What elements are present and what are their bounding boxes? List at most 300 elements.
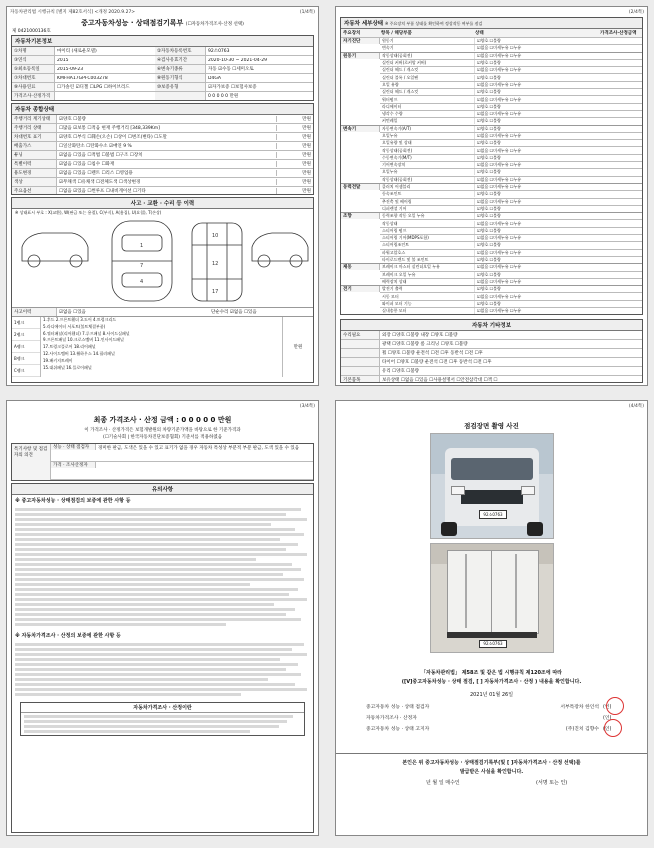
detail-col-header: 항목 / 해당부품	[381, 31, 412, 36]
detail-col-header: 가격조사·산정금액	[600, 31, 637, 36]
other-info-section	[340, 319, 643, 383]
detail-group	[341, 264, 642, 286]
notice-body-1	[12, 508, 313, 626]
frame-part-line: 15.대쉬패널 16.플로어패널	[43, 364, 92, 370]
detail-item-state: ☑양호 ☐불량	[477, 257, 501, 263]
detail-item-name: 오일유량 및 상태	[380, 140, 475, 146]
detail-item-state: ☑양호 ☐불량	[477, 60, 501, 66]
detail-item-name: 워터펌프	[380, 97, 475, 103]
info-value: 마이티 (새로운모델)	[57, 49, 97, 54]
detail-item-state: ☑양호 ☐불량	[477, 213, 501, 219]
frame-table	[12, 316, 313, 377]
summary-value: ☑무채색 ☐유채색 ☐전체도색 ☐색상변경	[59, 180, 141, 185]
other-row	[341, 349, 642, 358]
detail-items	[380, 286, 642, 315]
signature-row	[366, 723, 617, 734]
price-basis-2: (☐기술사회 | 한국자동차진단보증협회) 기준서를 적용하였음	[102, 435, 223, 440]
summary-label: 색상	[12, 178, 57, 186]
notice-heading-2: ※ 자동차가격조사 · 산정의 보증에 관한 사항 등	[15, 633, 121, 639]
detail-item-row	[380, 74, 642, 81]
detail-col-header: 주요장치	[343, 31, 361, 36]
detail-item-row	[380, 126, 642, 133]
other-value: 보유상태 ☐없음 ☐있음 ☐사용설명서 ☐안전삼각대 ☐잭 ☐	[382, 378, 498, 383]
summary-value: ☐없음 ☑있음 ☐썬루프 ☐내비게이션 ☐기타	[59, 189, 146, 194]
basic-info-section	[11, 35, 314, 101]
page-header	[336, 7, 647, 16]
detail-item-row	[380, 45, 642, 51]
signature-mark: (인)	[603, 716, 612, 721]
other-row	[341, 376, 642, 383]
doc-number: 제 0421000136호	[12, 29, 51, 34]
detail-item-name: 발전기 출력	[380, 286, 475, 292]
detail-section	[340, 17, 643, 315]
detail-item-state: ☑양호 ☐불량	[477, 286, 501, 292]
detail-item-row	[380, 308, 642, 315]
detail-item-state: ☑없음 ☐미세누유 ☐누유	[477, 278, 522, 284]
detail-item-row	[380, 235, 642, 242]
info-value-2: 0 0 0 0 0 만원	[208, 94, 239, 99]
final-price-title: 최종 가격조사 · 산정 금액 : 0 0 0 0 0 만원	[93, 416, 232, 424]
remark-label: 가격 · 조사산정자	[51, 462, 96, 468]
detail-item-name: 변속기	[380, 45, 475, 51]
detail-items	[380, 38, 642, 52]
notice-title: 유의사항	[12, 484, 313, 495]
summary-price: 만원	[276, 161, 313, 167]
official-seal	[606, 697, 624, 715]
page-number: (3/4쪽)	[299, 404, 315, 409]
info-value-2: 2020-10-30 ~ 2021-04-29	[208, 57, 267, 63]
page-number: (2/4쪽)	[628, 10, 644, 15]
detail-header-row	[341, 29, 642, 38]
detail-item-name: 수동변속기(M/T)	[380, 155, 475, 161]
truck-front-photo	[430, 433, 554, 539]
detail-item-state: ☑양호 ☐불량	[477, 154, 501, 160]
detail-item-state: ☑양호 ☐불량	[477, 242, 501, 248]
detail-group-label: 제동	[341, 264, 380, 270]
receipt-statement-2: 발급받은 사실을 확인합니다.	[459, 769, 524, 775]
detail-group-label: 조향	[341, 213, 380, 219]
detail-item-row	[380, 213, 642, 220]
page-number: (4/4쪽)	[628, 404, 644, 409]
summary-price: 만원	[276, 116, 313, 122]
detail-item-state: ☑없음 ☐미세누유 ☐누유	[477, 235, 522, 241]
detail-item-row	[380, 133, 642, 140]
summary-row	[12, 142, 313, 151]
detail-item-row	[380, 206, 642, 212]
summary-price: 만원	[276, 143, 313, 149]
info-label: ⑦차대번호	[12, 74, 55, 82]
detail-item-row	[380, 96, 642, 103]
detail-item-name: 라디에이터	[380, 104, 475, 110]
detail-item-row	[380, 264, 642, 271]
detail-item-row	[380, 279, 642, 285]
detail-item-row	[380, 177, 642, 183]
section-title: 자동차기본정보	[12, 36, 313, 47]
detail-item-row	[380, 250, 642, 257]
info-label-2: ⑧원동기형식	[155, 74, 206, 82]
detail-item-state: ☑없음 ☐미세누유 ☐누유	[477, 176, 522, 182]
info-label: ③연식	[12, 56, 55, 64]
svg-text:12: 12	[212, 261, 219, 267]
detail-group	[341, 126, 642, 184]
license-plate-rear: 92소0763	[479, 640, 507, 648]
info-value: 2015	[57, 57, 69, 63]
detail-item-row	[380, 191, 642, 198]
signature-label: 중고자동차 성능 · 상태 고지자	[366, 727, 430, 732]
detail-item-name: 작동상태(공회전)	[380, 177, 475, 183]
frame-part-line: 9.프론트패널 10.크로스멤버 11.인사이드패널	[43, 337, 124, 343]
other-label	[341, 349, 380, 357]
detail-col-header: 상태	[475, 31, 484, 36]
section-title: 자동차 종합상태	[12, 104, 313, 115]
notice-heading-1: ※ 중고자동차성능 · 상태점검의 보증에 관한 사항 등	[15, 498, 131, 504]
other-row	[341, 367, 642, 376]
detail-items	[380, 53, 642, 125]
form-reference: 자동차관리법 시행규칙 [별지 제82호서식] <개정 2020.9.27>	[10, 10, 136, 15]
remarks-box	[11, 443, 314, 481]
other-label	[341, 367, 380, 375]
detail-item-state: ☑양호 ☐불량	[477, 140, 501, 146]
frame-rank-label: 1랭크	[12, 317, 40, 329]
frame-part-line: 12.사이드멤버 13.휠하우스 14.필러패널	[43, 350, 115, 356]
summary-label: 주행거리 계기상태	[12, 115, 57, 123]
page-title: 중고자동차성능 · 상태점검기록부 (☐자동차가격조사·산정 선택)	[81, 19, 244, 27]
detail-item-row	[380, 242, 642, 249]
detail-item-name: 실내송풍 모터	[380, 308, 475, 314]
summary-label: 차대번호 표기	[12, 133, 57, 141]
detail-item-row	[380, 184, 642, 191]
summary-value: ☑없음 ☐있음 ☐침수 ☐화재	[59, 162, 115, 167]
detail-item-state: ☑양호 ☐불량	[477, 74, 501, 80]
remark-value	[96, 462, 313, 479]
info-label-2: ②자동차등록번호	[155, 47, 206, 55]
detail-item-row	[380, 301, 642, 308]
detail-item-name: 자동변속기(A/T)	[380, 126, 475, 132]
signature-row	[366, 712, 617, 723]
remark-label: 성능 · 상태 점검자	[51, 444, 96, 450]
detail-item-name: 오일 유량	[380, 82, 475, 88]
svg-text:1: 1	[140, 243, 144, 249]
frame-part-line: 1.후드 2.프론트휀더 3.도어 4.트렁크리드	[43, 317, 117, 322]
info-label-2: ④검사유효기간	[155, 56, 206, 64]
detail-item-state: ☑없음 ☐미세누유 ☐누유	[477, 81, 522, 87]
detail-item-state: ☑양호 ☐불량	[477, 191, 501, 197]
summary-value: ☑없음 ☐있음 ☐렌트 ☐리스 ☐영업용	[59, 171, 133, 176]
detail-item-state: ☑양호 ☐불량	[477, 125, 501, 131]
summary-section	[11, 103, 314, 195]
detail-item-state: ☑없음 ☐미세누유 ☐누유	[477, 198, 522, 204]
detail-item-row	[380, 38, 642, 45]
detail-item-row	[380, 60, 642, 67]
detail-item-row	[380, 199, 642, 206]
detail-item-state: ☑없음 ☐미세누유 ☐누유	[477, 249, 522, 255]
signature-mark: (인)	[603, 727, 612, 732]
detail-item-row	[380, 286, 642, 293]
car-side-right	[252, 233, 308, 261]
detail-item-name: 실린더 헤드 / 개스킷	[380, 67, 475, 73]
summary-price: 만원	[276, 152, 313, 158]
signature-mark: (인)	[603, 705, 612, 710]
info-value-2: D4GA	[208, 75, 221, 81]
other-label: 수리필요	[341, 331, 380, 339]
summary-label: 주행거리 상태	[12, 124, 57, 132]
detail-item-row	[380, 155, 642, 162]
accident-extra: 단순수리 ☑없음 ☐있음	[211, 310, 257, 315]
detail-item-row	[380, 53, 642, 60]
svg-text:10: 10	[212, 233, 219, 239]
detail-item-name: 실린더 헤드 / 개스킷	[380, 89, 475, 95]
other-row	[341, 331, 642, 340]
detail-item-row	[380, 118, 642, 124]
detail-item-name: 스티어링조인트	[380, 242, 475, 248]
detail-item-state: ☑양호 ☐불량	[477, 89, 501, 95]
detail-items	[380, 264, 642, 285]
signature-label: 자동차가격조사 · 산정자	[366, 716, 417, 721]
other-row	[341, 340, 642, 349]
detail-item-name: 작동상태(공회전)	[380, 53, 475, 59]
remark-value: 경미한 판금, 도색은 있을 수 있고 표기가 없을 경우 자동차 특성상 부분적 부분 판금, 도색 있을 수 있음	[98, 446, 300, 451]
detail-item-name: 오일누유	[380, 169, 475, 175]
page-3	[6, 400, 319, 836]
detail-item-row	[380, 228, 642, 235]
summary-row	[12, 133, 313, 142]
price-definition-box	[20, 702, 305, 736]
detail-item-state: ☑없음 ☐미세누유 ☐누유	[477, 147, 522, 153]
receipt-signature: (서명 또는 인)	[536, 780, 568, 786]
info-row	[12, 47, 313, 56]
detail-group-label: 변속기	[341, 126, 380, 132]
accident-section	[11, 197, 314, 383]
page-header	[7, 7, 318, 16]
detail-item-state: ☑없음 ☐미세누유 ☐누유	[477, 162, 522, 168]
frame-part-line: 17.트렁크플로어 18.리어패널	[43, 344, 96, 350]
info-label: 가격조사·산정가격	[12, 92, 55, 100]
summary-row	[12, 178, 313, 187]
detail-item-name: 디퍼렌셜 기어	[380, 206, 475, 212]
page-1	[6, 6, 319, 386]
detail-item-state: ☑양호 ☐불량	[477, 118, 501, 124]
summary-value: ☑양호 ☐불량	[59, 117, 86, 122]
detail-item-state: ☑양호 ☐불량	[477, 103, 501, 109]
other-value: 유리 ☐양호 ☐불량	[382, 369, 420, 374]
section-title: 자동차 기타정보	[341, 320, 642, 331]
detail-item-name: 커먼레일	[380, 118, 475, 124]
info-label-2: ⑩보증유형	[155, 83, 206, 91]
other-value: 외장 ☐양호 ☐불량 내장 ☐양호 ☐불량	[382, 333, 458, 338]
license-plate: 92소0763	[479, 510, 507, 519]
detail-item-name: 클러치 어셈블리	[380, 184, 475, 190]
page-header	[7, 401, 318, 410]
info-value-2: 92소0763	[208, 49, 230, 54]
car-side-left	[22, 233, 88, 261]
receipt-date: 년 월 일 매수인	[426, 780, 460, 786]
detail-item-state: ☑양호 ☐불량	[477, 205, 501, 211]
detail-item-name: 스티어링 기어(MDPS포함)	[380, 235, 475, 241]
summary-label: 튜닝	[12, 151, 57, 159]
detail-item-name: 원동기	[380, 38, 475, 44]
summary-value: ☑없음 ☐있음 ☐적법 ☐불법 ☐구조 ☐장치	[59, 153, 143, 158]
info-label-2: ⑥변속기종류	[155, 65, 206, 73]
detail-item-row	[380, 82, 642, 89]
detail-item-name: 오일누유	[380, 133, 475, 139]
detail-item-row	[380, 147, 642, 154]
detail-item-row	[380, 293, 642, 300]
detail-item-name: 시동 모터	[380, 294, 475, 300]
other-value: 광택 ☐양호 ☐불량 룸 크리닝 ☐양호 ☐불량	[382, 342, 468, 347]
summary-label: 특별이력	[12, 160, 57, 168]
info-row	[12, 65, 313, 74]
svg-text:7: 7	[140, 263, 144, 269]
detail-item-name: 배력장치 상태	[380, 279, 475, 285]
detail-item-state: ☑없음 ☐미세누유 ☐누유	[477, 133, 522, 138]
detail-item-state: ☑없음 ☐미세누유 ☐누유	[477, 52, 522, 58]
detail-group	[341, 184, 642, 213]
detail-item-row	[380, 162, 642, 169]
info-value: ☐가솔린 ☑디젤 ☐LPG ☐하이브리드	[57, 85, 130, 90]
remark-row	[51, 462, 313, 480]
detail-item-state: ☑없음 ☐미세누유 ☐누유	[477, 45, 522, 51]
summary-price: 만원	[276, 179, 313, 185]
detail-item-state: ☑없음 ☐미세누유 ☐누유	[477, 67, 522, 73]
detail-group	[341, 213, 642, 264]
frame-part-line: 5.라디에이터 서포트(볼트체결부품)	[43, 323, 106, 329]
summary-row	[12, 187, 313, 195]
summary-price: 만원	[276, 188, 313, 194]
detail-item-state: ☑없음 ☐미세누유 ☐누유	[477, 308, 522, 314]
remarks-label: 특기사항 및 점검자의 의견	[12, 444, 51, 480]
accident-value: ☑없음 ☐있음	[59, 310, 86, 315]
accident-row	[12, 307, 313, 316]
frame-price: 만원	[282, 317, 313, 377]
info-row	[12, 74, 313, 83]
detail-item-name: 냉각수 수량	[380, 111, 475, 117]
detail-item-state: ☑없음 ☐미세누유 ☐누유	[477, 184, 522, 190]
other-label	[341, 340, 380, 348]
detail-item-name: 추진축 및 베어링	[380, 199, 475, 205]
detail-group-label: 전기	[341, 286, 380, 292]
detail-item-row	[380, 169, 642, 176]
signature-name: (주)진치 김향수	[565, 727, 599, 732]
other-label: 기본품목	[341, 376, 380, 383]
frame-part-line: 19.패키지트레이	[43, 357, 73, 363]
detail-group-label: 원동기	[341, 53, 380, 59]
info-value: 2015-09-23	[57, 66, 84, 72]
info-value-2: 자동 ☑수동 ☐세미오토	[208, 67, 254, 72]
summary-value: ☐일산화탄소 ☐탄화수소 ☑매연 9 %	[59, 144, 132, 149]
section-title: 자동차 세부상태 ※ 주요장치 부품 상태를 확인하여 정상작동 여부를 점검	[341, 18, 642, 29]
detail-item-name: 와이퍼 모터 기능	[380, 301, 475, 307]
receipt-statement: 본인은 위 중고자동차성능 · 상태점검기록부(및 [ ]자동차가격조사 · 산정 선택)를	[402, 760, 581, 766]
notice-body-2	[12, 643, 313, 696]
summary-row	[12, 124, 313, 133]
detail-item-name: 동력조향 작동 오일 누유	[380, 213, 475, 219]
other-label	[341, 358, 380, 366]
summary-price: 만원	[276, 134, 313, 140]
info-row	[12, 56, 313, 65]
frame-rank-label: B랭크	[12, 353, 40, 365]
detail-item-name: 기어변속장치	[380, 162, 475, 168]
info-value-2: ☑자가보증 ☐보험사보증	[208, 85, 257, 90]
detail-item-name: 실린더 블록 / 오일팬	[380, 75, 475, 81]
signature-rows	[366, 701, 617, 734]
notice-section	[11, 483, 314, 833]
law-statement-2: ([V]중고자동차성능 · 상태 점검, [ ] 자동차가격조사 · 산정 ) 내용을 확인합니다.	[401, 679, 582, 685]
signature-name: 서부특장차 한인석	[560, 705, 599, 710]
detail-item-state: ☑없음 ☐미세누유 ☐누유	[477, 96, 522, 102]
section-title: 사고 · 교환 · 수리 등 이력	[12, 198, 313, 209]
detail-group-label: 동력전달	[341, 184, 380, 190]
detail-item-row	[380, 89, 642, 96]
official-seal-2	[604, 719, 622, 737]
info-value: KMFHA17GPFC003278	[57, 75, 108, 81]
info-label: ①차명	[12, 47, 55, 55]
detail-item-name: 타이로드엔드 및 볼 조인트	[380, 257, 475, 263]
detail-item-row	[380, 257, 642, 263]
summary-label: 배출가스	[12, 142, 57, 150]
other-row	[341, 358, 642, 367]
info-label: ⑤최초등록일	[12, 65, 55, 73]
detail-items	[380, 126, 642, 183]
issue-date: 2021년 01월 26일	[469, 692, 514, 698]
detail-item-row	[380, 111, 642, 118]
summary-price: 만원	[276, 125, 313, 131]
other-value: 휠 ☐양호 ☐불량 운전석 ☐전 ☐후 동반석 ☐전 ☐후	[382, 351, 483, 356]
detail-item-row	[380, 104, 642, 111]
frame-part-line: 6.쿼터패널(리어휀더) 7.루프패널 8.사이드실패널	[43, 330, 130, 336]
info-label: ⑨사용연료	[12, 83, 55, 91]
price-basis-1: 이 가격조사 · 산정가격은 보험개발원의 차량기준가액을 바탕으로 한 기준가격과	[84, 428, 241, 433]
frame-rank-label: 2랭크	[12, 329, 40, 341]
frame-rank-label: C랭크	[12, 365, 40, 377]
detail-group	[341, 53, 642, 126]
detail-items	[380, 184, 642, 212]
detail-item-state: ☑양호 ☐불량	[477, 271, 501, 277]
detail-item-row	[380, 140, 642, 147]
law-statement: 「자동차관리법」 제58조 및 같은 법 시행규칙 제120조에 따라	[420, 670, 562, 676]
detail-group	[341, 38, 642, 53]
page-2	[335, 6, 648, 386]
car-diagram	[12, 217, 312, 305]
summary-row	[12, 169, 313, 178]
detail-item-state: ☑없음 ☐미세누유 ☐누유	[477, 111, 522, 117]
info-row	[12, 92, 313, 100]
detail-item-state: ☑없음 ☐미세누유 ☐누유	[477, 293, 522, 299]
page-4	[335, 400, 648, 836]
accident-legend: ※ 상태표시 부호 : X(교환), W(판금 또는 용접), C(부식), A(흠집), U(요철), T(손상)	[15, 210, 162, 215]
detail-group	[341, 286, 642, 315]
summary-row	[12, 151, 313, 160]
detail-item-state: ☑양호 ☐불량	[477, 169, 501, 175]
frame-rank-label: A랭크	[12, 341, 40, 353]
detail-item-state: ☑없음 ☐미세누유 ☐누유	[477, 220, 522, 226]
detail-item-name: 파워고압호스	[380, 250, 475, 256]
detail-item-state: ☑양호 ☐불량	[477, 227, 501, 233]
detail-item-name: 작동상태	[380, 221, 475, 227]
summary-row	[12, 160, 313, 169]
summary-value: ☑양호 ☐부식 ☐훼손(오손) ☐상이 ☐변조(변타) ☐도말	[59, 135, 167, 140]
detail-item-name: 등속조인트	[380, 191, 475, 197]
remark-row	[51, 444, 313, 462]
svg-text:4: 4	[140, 279, 144, 285]
detail-items	[380, 213, 642, 263]
truck-rear-photo	[430, 543, 554, 653]
detail-item-name: 스티어링 펌프	[380, 228, 475, 234]
detail-item-row	[380, 220, 642, 227]
detail-item-row	[380, 67, 642, 74]
detail-item-name: 브레이크 마스터 실린더오일 누유	[380, 264, 475, 270]
detail-item-name: 작동상태(공회전)	[380, 148, 475, 154]
detail-item-state: ☑없음 ☐미세누유 ☐누유	[477, 264, 522, 270]
